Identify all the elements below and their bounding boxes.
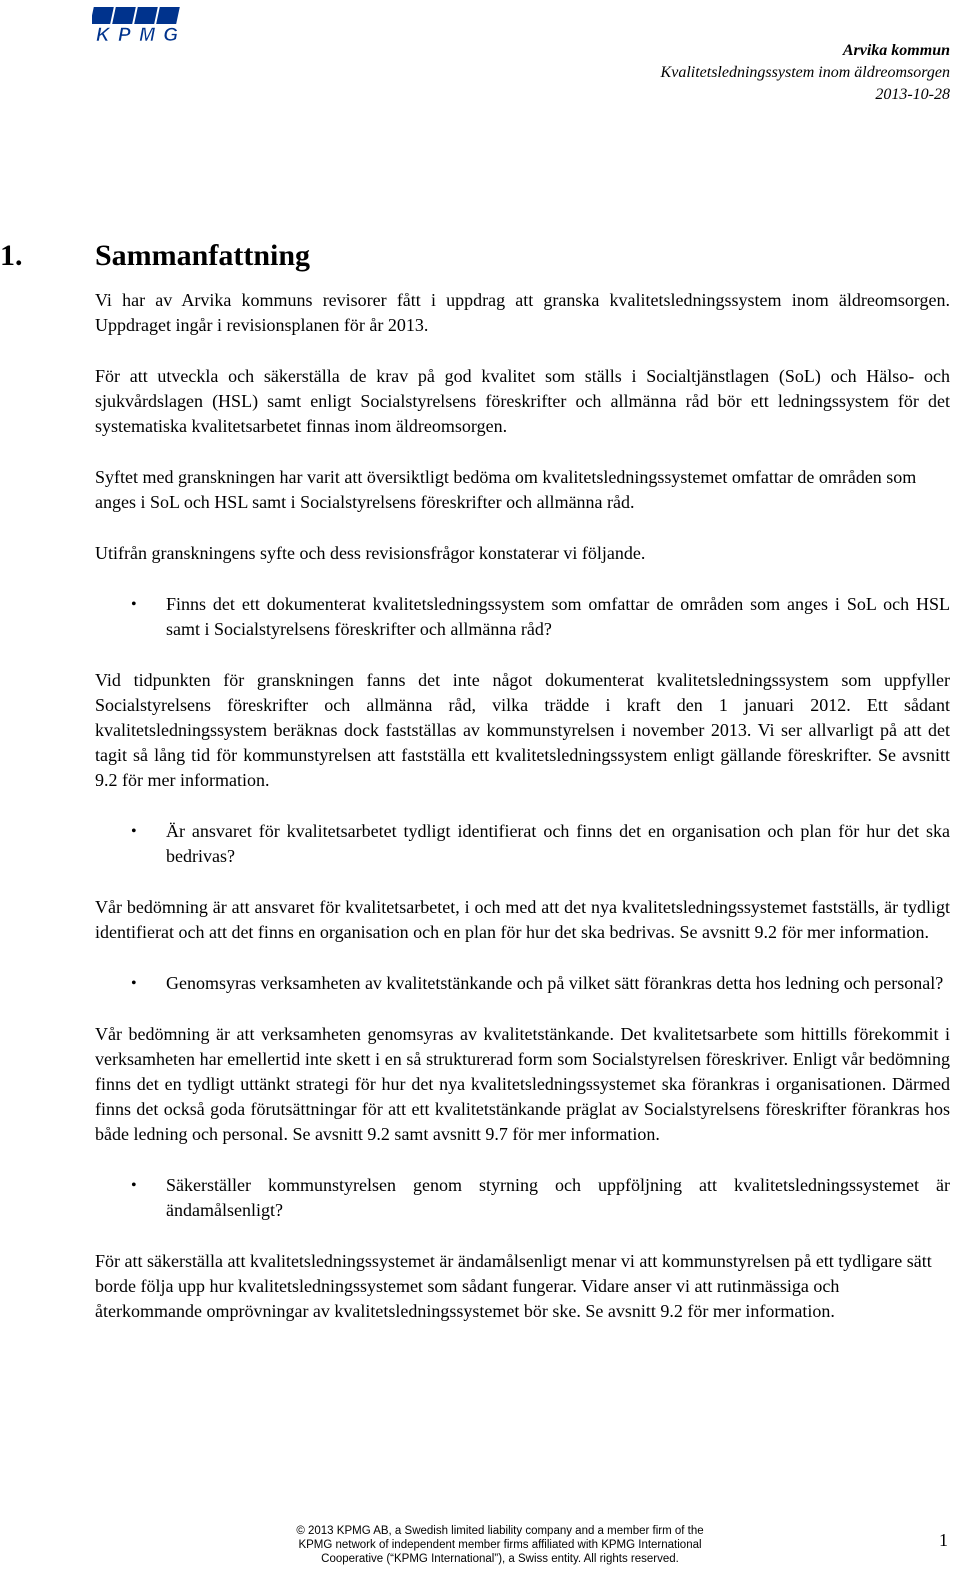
list-item	[95, 592, 950, 642]
findings-intro-paragraph: Utifrån granskningens syfte och dess revisionsfrågor konstaterar vi följande.	[95, 543, 646, 563]
kpmg-logo-text: KPMG	[96, 25, 178, 42]
answer-paragraph-1: Vid tidpunkten för granskningen fanns det inte något dokumenterat kvalitetsledningssystem som uppfyller Socialstyrelsens föreskrifter och allmänna råd, vilka trädde i kraft den 1 januari 2012. Ett sådant kvalitetsledningssystem beräknas dock fastställas av kommunstyrelsen i november 2013. Vi ser allvarligt på att det tagit så lång tid för kommunstyrelsen att fastställa ett kvalitetsledningssystem enligt gällande föreskrifter. Se avsnitt 9.2 för mer information.	[95, 670, 950, 790]
bullet-icon: •	[131, 823, 137, 840]
kpmg-logo	[92, 6, 184, 42]
page-number: 1	[939, 1530, 948, 1550]
audit-question-3	[95, 971, 950, 996]
document-header	[661, 40, 950, 106]
footer-line: © 2013 KPMG AB, a Swedish limited liability company and a member firm of the	[296, 1525, 704, 1537]
footer-line: KPMG network of independent member firms affiliated with KPMG International	[298, 1539, 702, 1551]
question-text: Finns det ett dokumenterat kvalitetsledningssystem som omfattar de områden som anges i SoL och HSL samt i Socialstyrelsens föreskrifter och allmänna råd?	[166, 594, 950, 639]
report-date: 2013-10-28	[875, 86, 950, 103]
copyright-footer	[260, 1524, 740, 1566]
bullet-icon: •	[131, 596, 137, 613]
document-body	[95, 288, 950, 1350]
answer-paragraph-3: Vår bedömning är att verksamheten genomsyras av kvalitetstänkande. Det kvalitetsarbete som hittills förekommit i verksamheten har emellertid inte skett i en så strukturerad form som Socialstyrelsen föreskriver. Enligt vår bedömning finns det en tydligt uttänkt strategi för hur det nya kvalitetsledningssystemet ska förankras i organisationen. Därmed finns det också goda förutsättningar för att ett kvalitetstänkande präglat av Socialstyrelsens föreskrifter förankras hos både ledning och personal. Se avsnitt 9.2 samt avsnitt 9.7 för mer information.	[95, 1024, 950, 1144]
report-title: Kvalitetsledningssystem inom äldreomsorgen	[660, 64, 950, 81]
answer-paragraph-4: För att säkerställa att kvalitetsledningssystemet är ändamålsenligt menar vi att kommunstyrelsen på ett tydligare sätt borde följa upp hur kvalitetsledningssystemet som sådant fungerar. Vidare anser vi att rutinmässiga och återkommande omprövningar av kvalitetsledningssystemet bör ske. Se avsnitt 9.2 för mer information.	[95, 1251, 932, 1321]
audit-question-4	[95, 1173, 950, 1223]
audit-question-1	[95, 592, 950, 642]
question-text: Genomsyras verksamheten av kvalitetstänkande och på vilket sätt förankras detta hos ledning och personal?	[166, 973, 944, 993]
question-text: Säkerställer kommunstyrelsen genom styrning och uppföljning att kvalitetsledningssystemet är ändamålsenligt?	[166, 1175, 950, 1220]
section-heading	[0, 238, 310, 274]
section-number: 1.	[0, 239, 23, 272]
audit-question-2	[95, 819, 950, 869]
purpose-paragraph: Syftet med granskningen har varit att översiktligt bedöma om kvalitetsledningssystemet omfattar de områden som anges i SoL och HSL samt i Socialstyrelsens föreskrifter och allmänna råd.	[95, 467, 917, 512]
list-item	[95, 971, 950, 996]
section-title: Sammanfattning	[95, 239, 311, 272]
answer-paragraph-2: Vår bedömning är att ansvaret för kvalitetsarbetet, i och med att det nya kvalitetsledningssystemet fastställs, är tydligt identifierat och att det finns en organisation och en plan för hur det ska bedrivas. Se avsnitt 9.2 för mer information.	[95, 897, 950, 942]
list-item	[95, 819, 950, 869]
bullet-icon: •	[131, 1177, 137, 1194]
bullet-icon: •	[131, 975, 137, 992]
background-paragraph: För att utveckla och säkerställa de krav på god kvalitet som ställs i Socialtjänstlagen (SoL) och Hälso- och sjukvårdslagen (HSL) samt enligt Socialstyrelsens föreskrifter och allmänna råd bör ett ledningssystem för det systematiska kvalitetsarbetet finnas inom äldreomsorgen.	[95, 366, 950, 436]
organization-name: Arvika kommun	[842, 42, 950, 59]
kpmg-logo-graphic	[92, 6, 184, 42]
question-text: Är ansvaret för kvalitetsarbetet tydligt identifierat och finns det en organisation och plan för hur det ska bedrivas?	[166, 821, 950, 866]
list-item	[95, 1173, 950, 1223]
intro-paragraph: Vi har av Arvika kommuns revisorer fått i uppdrag att granska kvalitetsledningssystem inom äldreomsorgen. Uppdraget ingår i revisionsplanen för år 2013.	[95, 290, 950, 335]
footer-line: Cooperative (“KPMG International”), a Swiss entity. All rights reserved.	[321, 1553, 679, 1565]
